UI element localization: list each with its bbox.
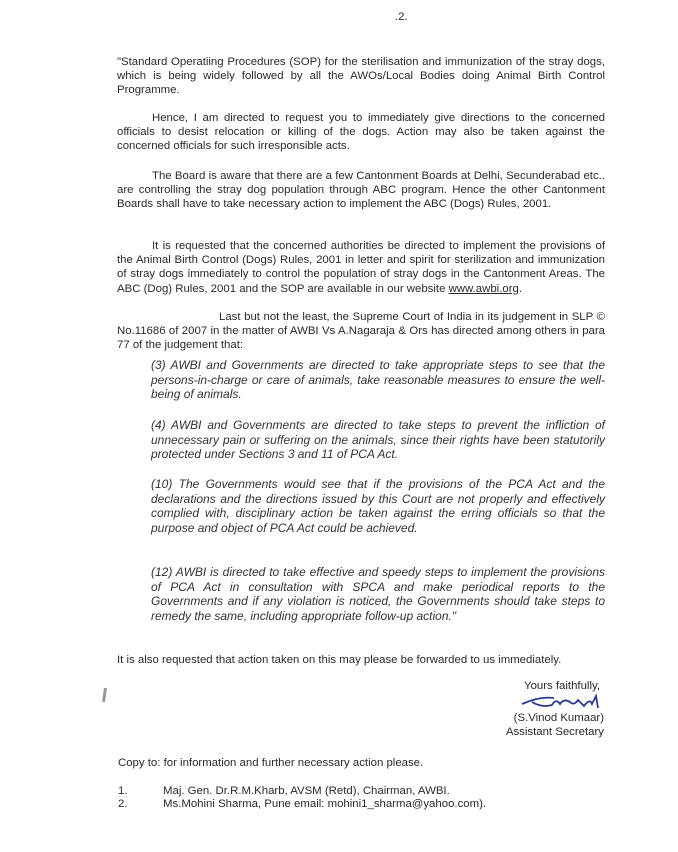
item-number: 2. (118, 798, 128, 810)
paragraph-sop: "Standard Operatiing Procedures (SOP) for the sterilisation and immunization of the stray dogs, which is being widely followed by all the AWOs/Local Bodies doing Animal Birth Control Programme. (117, 56, 605, 97)
paragraph-implement-rules-text: It is requested that the concerned authorities be directed to implement the provisions of the Animal Birth Control (Dogs) Rules, 2001 in letter and spirit for sterilization and immunization of stray dogs immediately to control the population of stray dogs in the Cantonment Areas. The ABC (Dog) Rules, 2001 and the SOP are available in our website (117, 240, 605, 295)
quote-10: (10) The Governments would see that if the provisions of the PCA Act and the declarations and the directions issued by this Court are not properly and effectively complied with, disciplinary action be taken against the erring officials so that the purpose and object of PCA Act could be achieved. (151, 477, 605, 535)
quote-3: (3) AWBI and Governments are directed to take appropriate steps to see that the persons-in-charge or care of animals, take reasonable measures to ensure the well-being of animals. (151, 358, 605, 402)
quote-12: (12) AWBI is directed to take effective and speedy steps to implement the provisions of PCA Act in consultation with SPCA and make periodical reports to the Governments and if any violation is noticed, the Governments should take steps to remedy the same, including appropriate follow-up action." (151, 565, 605, 623)
salutation: Yours faithfully, (524, 680, 600, 692)
paragraph-supreme-court: Last but not the least, the Supreme Court of India in its judgement in SLP © No.11686 of 2007 in the matter of AWBI Vs A.Nagaraja & Ors has directed among others in para 77 of the judgement that: (117, 311, 605, 352)
signatory-title: Assistant Secretary (505, 726, 604, 738)
signatory-name: (S.Vinod Kumaar) (513, 712, 604, 724)
page-number: .2. (395, 11, 408, 23)
item-text: Ms.Mohini Sharma, Pune email: mohini1_sharma@yahoo.com). (163, 798, 487, 810)
margin-mark (102, 688, 107, 702)
signature-image (520, 692, 602, 712)
quote-4: (4) AWBI and Governments are directed to take steps to prevent the infliction of unnecessary pain or suffering on the animals, since their rights have been statutorily protected under Sections 3 and 11 of PCA Act. (151, 418, 605, 462)
paragraph-request-directions: Hence, I am directed to request you to immediately give directions to the concerned officials to desist relocation or killing of the dogs. Action may also be taken against the concerned officials for such irresponsible acts. (117, 112, 605, 153)
item-number: 1. (118, 785, 128, 797)
closing-request: It is also requested that action taken on this may please be forwarded to us immediately. (117, 654, 562, 666)
copy-to-heading: Copy to: for information and further necessary action please. (118, 757, 424, 769)
website-link[interactable]: www.awbi.org (448, 282, 519, 295)
item-text: Maj. Gen. Dr.R.M.Kharb, AVSM (Retd), Chairman, AWBI. (163, 785, 450, 797)
copy-to-item (118, 797, 486, 811)
paragraph-cantonment-boards: The Board is aware that there are a few Cantonment Boards at Delhi, Secunderabad etc.. are controlling the stray dog population through ABC program. Hence the other Cantonment Boards shall have to take necessary action to implement the ABC (Dogs) Rules, 2001. (117, 170, 605, 211)
paragraph-implement-rules: It is requested that the concerned authorities be directed to implement the provisions of the Animal Birth Control (Dogs) Rules, 2001 in letter and spirit for sterilization and immunization of stray dogs immediately to control the population of stray dogs in the Cantonment Areas. The ABC (Dog) Rules, 2001 and the SOP are available in our website www.awbi.org. (117, 240, 605, 295)
